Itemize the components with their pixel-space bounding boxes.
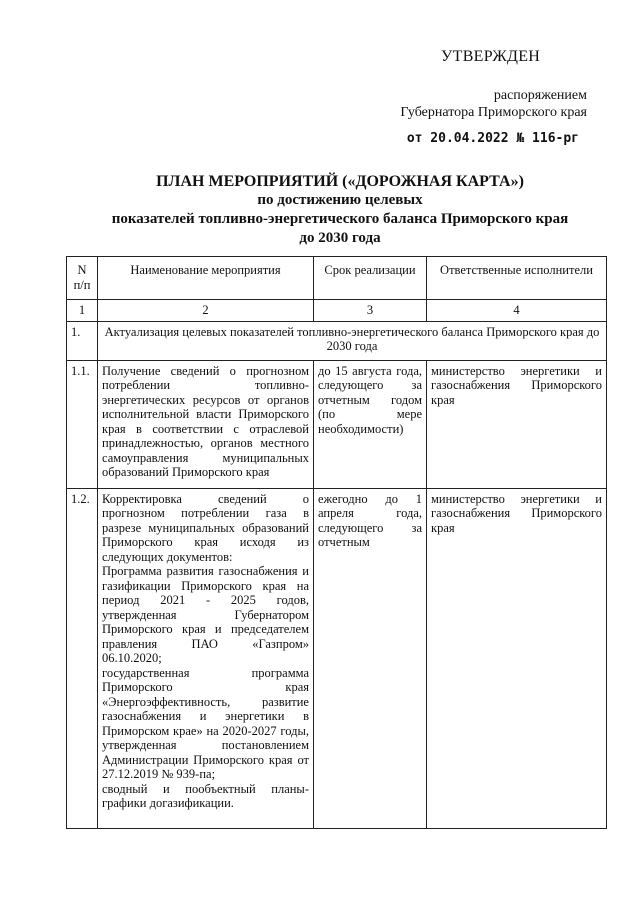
column-number: 1 [67,300,98,322]
title-line-3: показателей топливно-энергетического баланса Приморского края [111,211,569,227]
approval-line-1: распоряжением [493,88,587,103]
header-name: Наименование мероприятия [98,257,314,300]
column-number: 4 [427,300,607,322]
row-term: до 15 августа года, следующего за отчетным годом (по мере необходимости) [314,360,427,488]
row-executor: министерство энергетики и газоснабжения Приморского края [427,488,607,828]
document-title [60,172,620,248]
header-term: Срок реализации [314,257,427,300]
row-name: Корректировка сведений о прогнозном потреблении газа в разрезе муниципальных образований Приморского края исходя из следующих документов: Программа развития газоснабжения и газификации Приморского края на период 2021 - 2025 годов, утвержденная Губернатором Приморского края и председателем правления ПАО «Газпром» 06.10.2020; государственная программа Приморского края «Энергоэффективность, развитие газоснабжения и энергетики в Приморском крае» на 2020-2027 годы, утвержденная постановлением Администрации Приморского края от 27.12.2019 № 939-па; сводный и пообъектный планы-графики догазификации. [98,488,314,828]
row-term: ежегодно до 1 апреля года, следующего за отчетным [314,488,427,828]
column-number: 2 [98,300,314,322]
approval-block [385,48,615,146]
table-row [67,360,607,488]
title-line-1: ПЛАН МЕРОПРИЯТИЙ («ДОРОЖНАЯ КАРТА») [156,173,524,190]
table-header-row [67,257,607,300]
column-number: 3 [314,300,427,322]
approval-heading: УТВЕРЖДЕН [441,48,541,65]
title-line-2: по достижению целевых [257,192,423,208]
title-line-4: до 2030 года [299,230,381,246]
table-row [67,488,607,828]
column-number-row [67,300,607,322]
row-name: Получение сведений о прогнозном потреблении топливно-энергетических ресурсов от органов исполнительной власти Приморского края в соответствии с отраслевой принадлежностью, органов местного самоуправления муниципальных образований Приморского края [98,360,314,488]
row-num: 1.2. [67,488,98,828]
section-title: Актуализация целевых показателей топливно-энергетического баланса Приморского края до 2030 года [98,321,607,360]
section-num: 1. [67,321,98,360]
approval-line-2: Губернатора Приморского края [400,105,587,120]
order-number: от 20.04.2022 № 116-рг [406,131,579,146]
row-executor: министерство энергетики и газоснабжения Приморского края [427,360,607,488]
header-executor: Ответственные исполнители [427,257,607,300]
plan-table [66,256,607,829]
row-num: 1.1. [67,360,98,488]
header-num: N п/п [67,257,98,300]
section-row [67,321,607,360]
